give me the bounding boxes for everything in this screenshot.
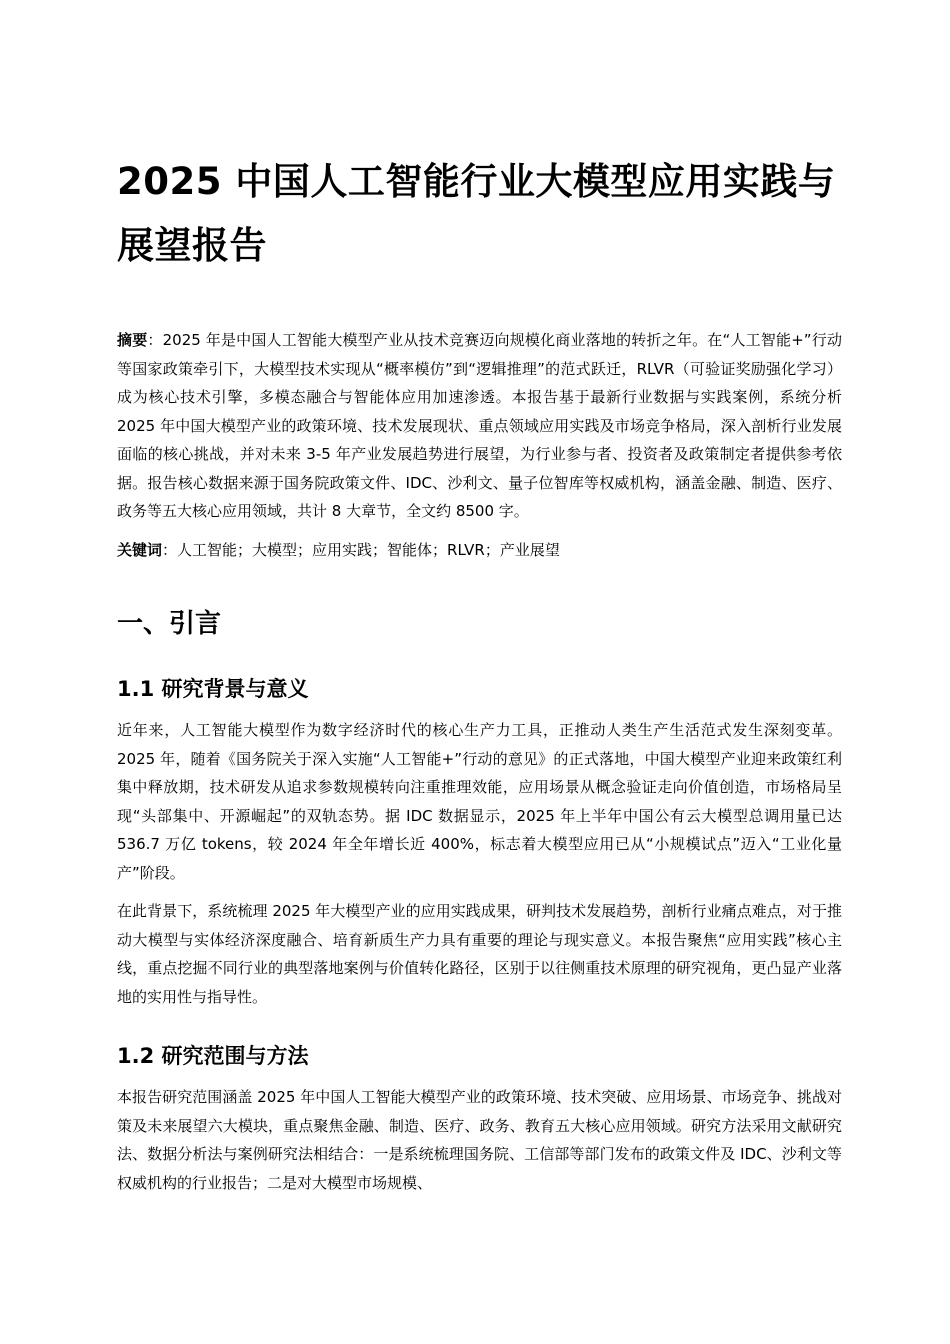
- subsection-heading-background: 1.1 研究背景与意义: [117, 677, 309, 701]
- abstract-label: 摘要: [117, 331, 148, 349]
- keywords-label: 关键词: [117, 540, 163, 559]
- document-page: [117, 150, 842, 1197]
- paragraph-background-1: 近年来，人工智能大模型作为数字经济时代的核心生产力工具，正推动人类生产生活范式发生深刻变革。2025 年，随着《国务院关于深入实施“人工智能+”行动的意见》的正式落地，中国大模型产业迎来政策红利集中释放期，技术研发从追求参数规模转向注重推理效能，应用场景从概念验证走向价值创造，市场格局呈现“头部集中、开源崛起”的双轨态势。据 IDC 数据显示，2025 年上半年中国公有云大模型总调用量已达 536.7 万亿 tokens，较 2024 年全年增长近 400%，标志着大模型应用已从“小规模试点”迈入“工业化量产”阶段。: [117, 721, 842, 882]
- paragraph-scope-1: 本报告研究范围涵盖 2025 年中国人工智能大模型产业的政策环境、技术突破、应用场景、市场竞争、挑战对策及未来展望六大模块，重点聚焦金融、制造、医疗、政务、教育五大核心应用领域。研究方法采用文献研究法、数据分析法与案例研究法相结合：一是系统梳理国务院、工信部等部门发布的政策文件及 IDC、沙利文等权威机构的行业报告；二是对大模型市场规模、: [117, 1088, 842, 1192]
- abstract-separator: ：: [147, 331, 163, 349]
- section-heading-introduction: 一、引言: [117, 609, 222, 639]
- abstract-text: 2025 年是中国人工智能大模型产业从技术竞赛迈向规模化商业落地的转折之年。在“人工智能+”行动等国家政策牵引下，大模型技术实现从“概率模仿”到“逻辑推理”的范式跃迁，RLVR（可验证奖励强化学习）成为核心技术引擎，多模态融合与智能体应用加速渗透。本报告基于最新行业数据与实践案例，系统分析 2025 年中国大模型产业的政策环境、技术发展现状、重点领域应用实践及市场竞争格局，深入剖析行业发展面临的核心挑战，并对未来 3-5 年产业发展趋势进行展望，为行业参与者、投资者及政策制定者提供参考依据。报告核心数据来源于国务院政策文件、IDC、沙利文、量子位智库等权威机构，涵盖金融、制造、医疗、政务等五大核心应用领域，共计 8 大章节，全文约 8500 字。: [117, 331, 842, 520]
- abstract: [117, 326, 842, 526]
- paragraph-background-2: 在此背景下，系统梳理 2025 年大模型产业的应用实践成果，研判技术发展趋势，剖析行业痛点难点，对于推动大模型与实体经济深度融合、培育新质生产力具有重要的理论与现实意义。本报告聚焦“应用实践”核心主线，重点挖掘不同行业的典型落地案例与价值转化路径，区别于以往侧重技术原理的研究视角，更凸显产业落地的实用性与指导性。: [117, 902, 842, 1006]
- subsection-heading-scope: 1.2 研究范围与方法: [117, 1044, 309, 1068]
- keywords-text: 人工智能；大模型；应用实践；智能体；RLVR；产业展望: [177, 540, 560, 559]
- keywords: [117, 536, 842, 565]
- keywords-separator: ：: [162, 540, 178, 559]
- document-title: 2025 中国人工智能行业大模型应用实践与展望报告: [117, 160, 836, 267]
